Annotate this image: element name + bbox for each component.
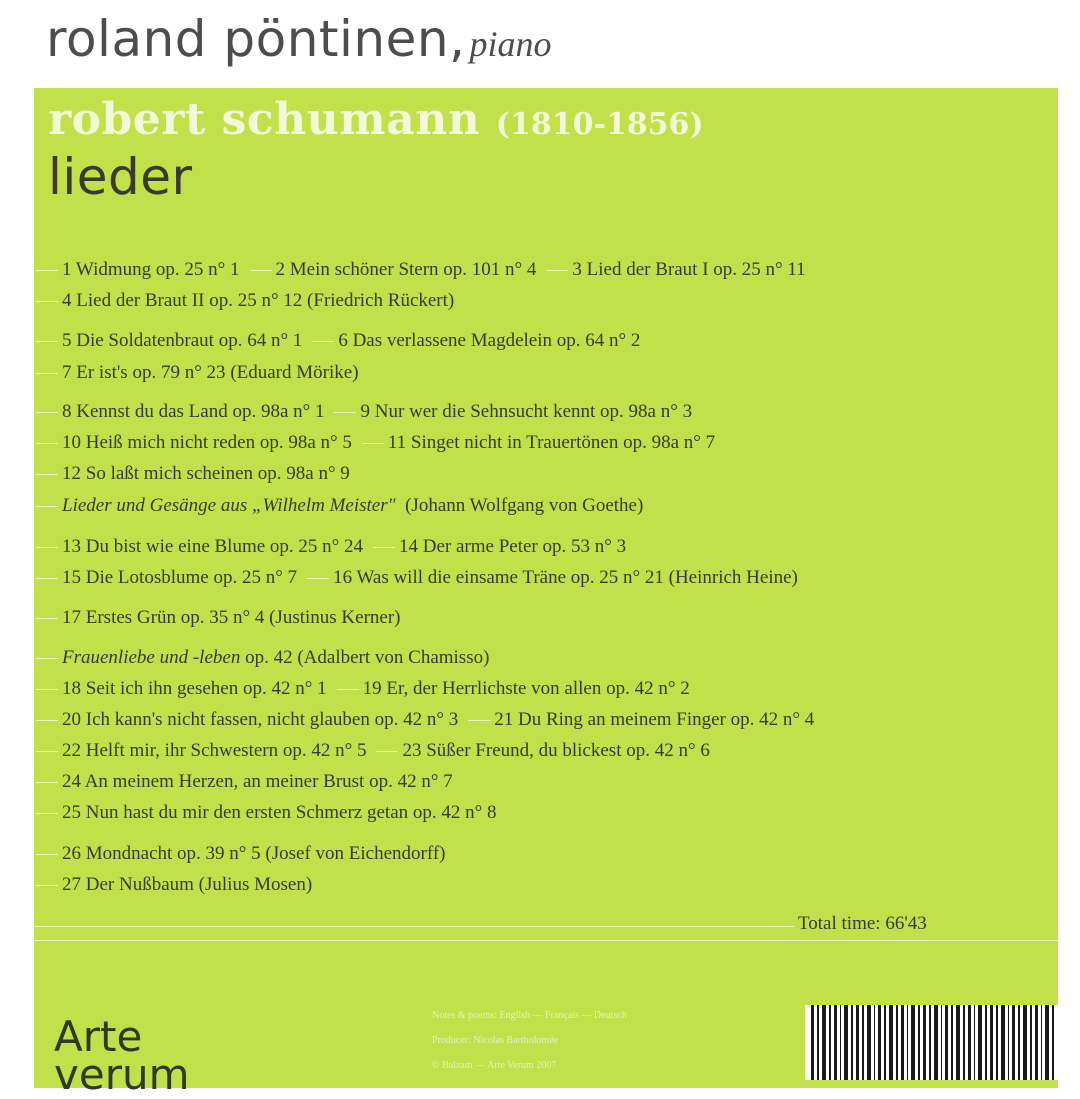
performer-role: piano	[469, 24, 552, 64]
track-row	[36, 401, 692, 423]
track-row	[36, 647, 489, 669]
cycle-title: Frauenliebe und -leben	[62, 647, 241, 668]
track-item: 13 Du bist wie eine Blume op. 25 n° 24	[62, 536, 364, 557]
track-row	[36, 567, 798, 589]
track-item: 19 Er, der Herrlichste von allen op. 42 n° 2	[362, 678, 690, 699]
track-row	[36, 740, 710, 762]
poet-credit: (Heinrich Heine)	[668, 567, 798, 588]
track-item: 12 So laßt mich scheinen op. 98a n° 9	[62, 463, 350, 484]
track-row	[36, 330, 640, 352]
composer-years: (1810-1856)	[495, 107, 704, 142]
track-item: 26 Mondnacht op. 39 n° 5	[62, 843, 261, 864]
track-row	[36, 536, 626, 558]
label-logo	[54, 1012, 190, 1099]
track-row	[36, 874, 312, 896]
track-row	[36, 362, 359, 384]
track-item: 9 Nur wer die Sehnsucht kennt op. 98a n° 3	[360, 401, 693, 422]
divider	[34, 940, 1058, 941]
track-row	[36, 432, 715, 454]
performer-name: roland pöntinen,	[46, 10, 466, 68]
track-item: 11 Singet nicht in Trauertönen op. 98a n° 7	[387, 432, 716, 453]
track-row	[36, 678, 690, 700]
track-item: 6 Das verlassene Magdelein op. 64 n° 2	[338, 330, 641, 351]
poet-credit: (Eduard Mörike)	[230, 362, 359, 383]
track-row	[36, 802, 496, 824]
performer-credit	[46, 10, 551, 68]
track-item: 5 Die Soldatenbraut op. 64 n° 1	[62, 330, 303, 351]
cycle-opus: op. 42	[245, 647, 293, 668]
poet-credit: (Justinus Kerner)	[269, 607, 401, 628]
composer-heading	[48, 94, 704, 145]
composer-name: robert schumann	[48, 94, 481, 145]
producer-credit: Producer: Nicolas Bartholomée	[432, 1035, 559, 1046]
track-item: 7 Er ist's op. 79 n° 23	[62, 362, 226, 383]
poet-credit: (Adalbert von Chamisso)	[297, 647, 490, 668]
track-row	[36, 259, 806, 281]
track-row	[36, 843, 445, 865]
footer-credits	[432, 1003, 802, 1078]
track-item: 14 Der arme Peter op. 53 n° 3	[399, 536, 627, 557]
track-item: 1 Widmung op. 25 n° 1	[62, 259, 240, 280]
track-row	[36, 607, 400, 629]
poet-credit: (Josef von Eichendorff)	[265, 843, 446, 864]
logo-line-2: verum	[54, 1050, 190, 1099]
track-item: 27 Der Nußbaum	[62, 874, 194, 895]
track-item: 16 Was will die einsame Träne op. 25 n° 21	[333, 567, 664, 588]
notes-languages: Notes & poems: English — Français — Deutsch	[432, 1010, 627, 1021]
poet-credit: (Johann Wolfgang von Goethe)	[405, 495, 644, 516]
work-title: lieder	[48, 148, 193, 206]
track-row	[36, 495, 643, 517]
copyright-line: © Balzam — Arte Verum 2007	[432, 1060, 557, 1071]
track-item: 15 Die Lotosblume op. 25 n° 7	[62, 567, 298, 588]
divider	[34, 926, 794, 927]
track-item: 20 Ich kann's nicht fassen, nicht glauben op. 42 n° 3	[62, 709, 459, 730]
track-item: 24 An meinem Herzen, an meiner Brust op. 42 n° 7	[62, 771, 453, 792]
track-item: 25 Nun hast du mir den ersten Schmerz getan op. 42 n° 8	[62, 802, 497, 823]
track-item: 22 Helft mir, ihr Schwestern op. 42 n° 5	[62, 740, 367, 761]
track-item: 3 Lied der Braut I op. 25 n° 11	[572, 259, 806, 280]
track-item: 17 Erstes Grün op. 35 n° 4	[62, 607, 265, 628]
track-item: 18 Seit ich ihn gesehen op. 42 n° 1	[62, 678, 327, 699]
logo-line-1: Arte	[54, 1012, 143, 1061]
cycle-title: Lieder und Gesänge aus „Wilhelm Meister"	[62, 495, 396, 516]
total-time: Total time: 66'43	[798, 913, 927, 934]
track-item: 23 Süßer Freund, du blickest op. 42 n° 6	[402, 740, 710, 761]
track-row	[36, 709, 814, 731]
track-row	[36, 290, 454, 312]
track-item: 8 Kennst du das Land op. 98a n° 1	[62, 401, 325, 422]
poet-credit: (Julius Mosen)	[198, 874, 313, 895]
track-item: 21 Du Ring an meinem Finger op. 42 n° 4	[494, 709, 815, 730]
poet-credit: (Friedrich Rückert)	[307, 290, 455, 311]
track-row	[36, 771, 453, 793]
barcode-graphic	[805, 1005, 1058, 1080]
track-item: 2 Mein schöner Stern op. 101 n° 4	[275, 259, 537, 280]
barcode	[805, 1005, 1058, 1080]
track-row	[36, 463, 350, 485]
track-item: 4 Lied der Braut II op. 25 n° 12	[62, 290, 303, 311]
track-item: 10 Heiß mich nicht reden op. 98a n° 5	[62, 432, 352, 453]
